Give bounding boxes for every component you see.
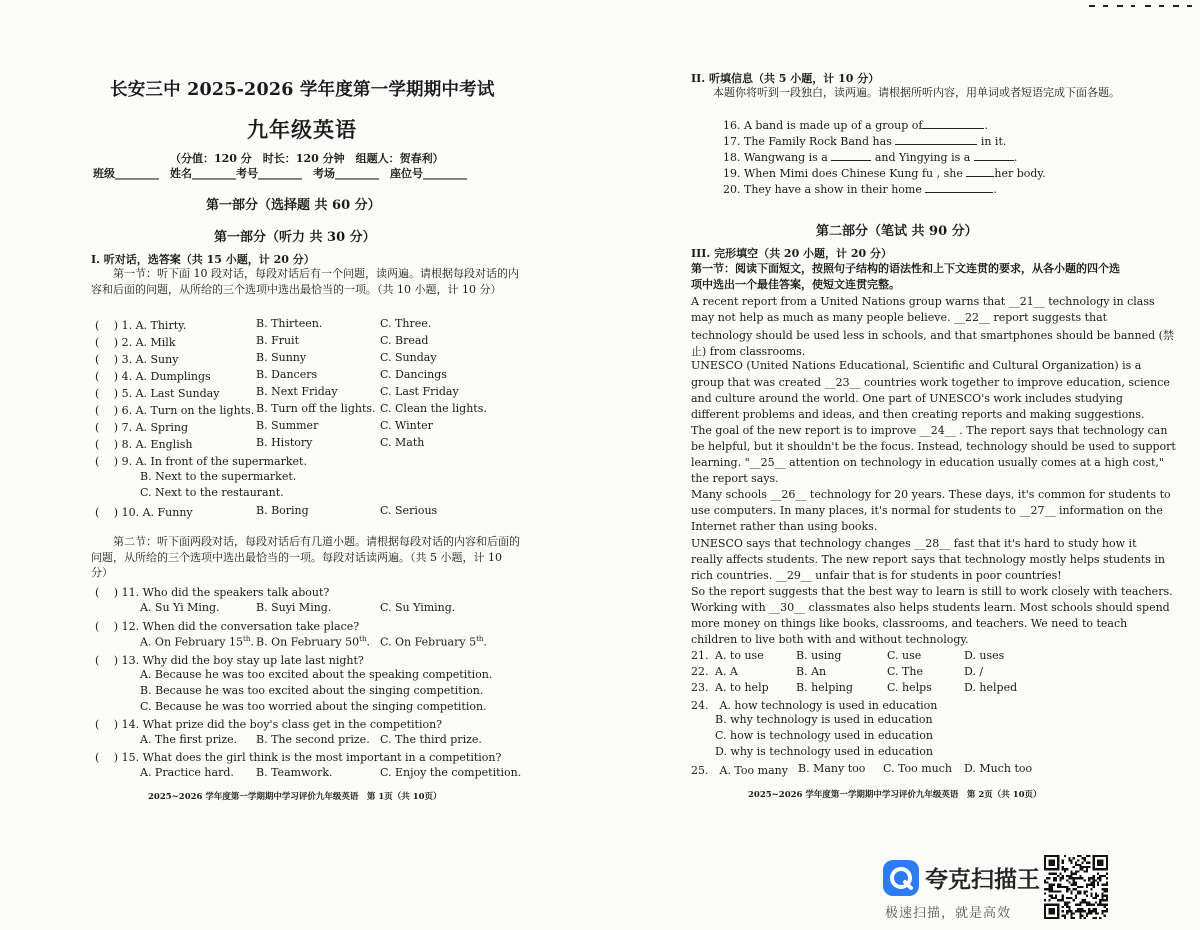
option-b: B. Sunny xyxy=(256,351,307,364)
q10-option-c: C. Serious xyxy=(380,504,438,517)
question-row: ( ) 5. A. Last Sunday xyxy=(95,387,220,400)
passage-line: UNESCO says that technology changes __28__ fast that it's hard to study how it xyxy=(691,536,1137,550)
q12-option-b: B. On February 50th. xyxy=(256,635,370,649)
cloze-option-b: B. helping xyxy=(796,681,853,694)
question-row: ( ) 8. A. English xyxy=(95,438,193,451)
section2-listening-intro: 本题你将听到一段独白，读两遍。请根据所听内容，用单词或者短语完成下面各题。 xyxy=(713,86,1120,99)
cloze-option-b: B. using xyxy=(796,649,842,662)
option-c: C. Sunday xyxy=(380,351,437,364)
scan-noise-dots xyxy=(1089,4,1199,8)
passage-line: Many schools __26__ technology for 20 years. These days, it's common for students to xyxy=(691,488,1171,502)
listening-heading: 第一部分（听力 共 30 分） xyxy=(214,230,376,245)
passage-line: A recent report from a United Nations group warns that __21__ technology in class xyxy=(691,295,1155,308)
q9-option-b: B. Next to the supermarket. xyxy=(140,470,297,483)
option-c: C. Winter xyxy=(380,419,433,432)
q25-option-a: 25. A. Too many xyxy=(691,764,788,777)
passage-line: So the report suggests that the best way to learn is still to work closely with teachers. xyxy=(691,584,1173,598)
passage-line: be helpful, but it shouldn't be the focus. Instead, technology should be used to support xyxy=(691,439,1176,453)
q15-option-b: B. Teamwork. xyxy=(256,766,333,779)
passage-line: rich countries. __29__ unfair that is for students in poor countries! xyxy=(691,568,1062,582)
option-c: C. Clean the lights. xyxy=(380,402,487,415)
passage-line: learning. "__25__ attention on technology in education usually comes at a high cost," xyxy=(691,456,1164,469)
question-row: ( ) 4. A. Dumplings xyxy=(95,370,211,383)
option-b: B. Turn off the lights. xyxy=(256,402,376,415)
watermark-slogan: 极速扫描，就是高效 xyxy=(885,906,1012,921)
cloze-option-n: 23. xyxy=(691,681,709,694)
q14-option-c: C. The third prize. xyxy=(380,733,482,746)
q9-number: ( ) 9. A. In front of the supermarket. xyxy=(95,455,307,468)
q12-option-a: A. On February 15th. xyxy=(140,635,254,649)
option-b: B. Next Friday xyxy=(256,385,338,398)
q24-option-b: B. why technology is used in education xyxy=(715,713,933,726)
cloze-option-d: D. / xyxy=(964,665,984,678)
section1-title: I. 听对话，选答案（共 15 小题，计 20 分） xyxy=(91,253,315,266)
q24-option-a: 24. A. how technology is used in education xyxy=(691,699,938,712)
exam-subtitle: 九年级英语 xyxy=(247,117,357,142)
q13-option-a: A. Because he was too excited about the speaking competition. xyxy=(140,668,493,681)
cloze-option-n: 22. xyxy=(691,665,709,678)
cloze-option-a: A. A xyxy=(715,665,738,678)
exam-page-2 xyxy=(600,0,1200,930)
cloze-option-c: C. The xyxy=(887,665,923,678)
option-b: B. Thirteen. xyxy=(256,317,323,330)
watermark-brand: 夸克扫描王 xyxy=(925,867,1040,893)
q9-option-c: C. Next to the restaurant. xyxy=(140,486,284,499)
fill-18: 18. Wangwang is a and Yingying is a . xyxy=(723,151,1018,164)
q25-option-d: D. Much too xyxy=(964,762,1033,775)
q14-option-b: B. The second prize. xyxy=(256,733,370,746)
option-b: B. Summer xyxy=(256,419,319,432)
q14: ( ) 14. What prize did the boy's class get in the competition? xyxy=(95,718,443,731)
cloze-option-c: C. helps xyxy=(887,681,932,694)
option-b: B. Fruit xyxy=(256,334,299,347)
option-b: B. History xyxy=(256,436,313,449)
page-footer: 2025~2026 学年度第一学期期中学习评价九年级英语 第 2页（共 10页） xyxy=(748,790,1042,800)
q11-option-b: B. Suyi Ming. xyxy=(256,601,332,614)
page-footer: 2025~2026 学年度第一学期期中学习评价九年级英语 第 1页（共 10页） xyxy=(148,792,442,802)
option-c: C. Last Friday xyxy=(380,385,459,398)
option-c: C. Three. xyxy=(380,317,432,330)
part2-heading: 第二部分（笔试 共 90 分） xyxy=(816,224,978,239)
fill-20: 20. They have a show in their home . xyxy=(723,183,997,196)
option-c: C. Dancings xyxy=(380,368,447,381)
passage-line: technology should be used less in schools, and that smartphones should be banned (禁 xyxy=(691,329,1174,343)
passage-line: The goal of the new report is to improve __24__ . The report says that technology can xyxy=(691,423,1168,437)
q10-option-b: B. Boring xyxy=(256,504,309,517)
q15-option-a: A. Practice hard. xyxy=(140,766,234,779)
q13-option-b: B. Because he was too excited about the singing competition. xyxy=(140,684,484,697)
cloze-option-d: D. helped xyxy=(964,681,1018,694)
cloze-option-a: A. to use xyxy=(715,649,764,662)
option-b: B. Dancers xyxy=(256,368,318,381)
option-c: C. Math xyxy=(380,436,425,449)
passage-line: different problems and ideas, and then creating reports and making suggestions. xyxy=(691,407,1145,421)
question-row: ( ) 3. A. Suny xyxy=(95,353,179,366)
fill-16: 16. A band is made up of a group of . xyxy=(723,119,988,132)
question-row: ( ) 2. A. Milk xyxy=(95,336,176,349)
q11-option-c: C. Su Yiming. xyxy=(380,601,456,614)
question-row: ( ) 6. A. Turn on the lights. xyxy=(95,404,255,417)
cloze-option-d: D. uses xyxy=(964,649,1005,662)
exam-title: 长安三中 2025-2026 学年度第一学期期中考试 xyxy=(110,80,495,100)
passage-line: use computers. In many places, it's normal for students to __27__ information on the xyxy=(691,504,1163,518)
question-row: ( ) 1. A. Thirty. xyxy=(95,319,187,332)
q14-option-a: A. The first prize. xyxy=(140,733,238,746)
passage-line: may not help as much as many people believe. __22__ report suggests that xyxy=(691,311,1108,325)
passage-line: Internet rather than using books. xyxy=(691,520,878,534)
passage-line: 止) from classrooms. xyxy=(691,345,806,359)
passage-line: the report says. xyxy=(691,472,779,486)
passage-line: UNESCO (United Nations Educational, Scientific and Cultural Organization) is a xyxy=(691,359,1142,373)
qr-code-icon xyxy=(1044,855,1108,919)
q11: ( ) 11. Who did the speakers talk about? xyxy=(95,586,330,599)
q25-option-b: B. Many too xyxy=(798,762,866,775)
student-info-fields: 班级________ 姓名________考号________ 考场________ 座位号________ xyxy=(93,167,467,180)
q11-option-a: A. Su Yi Ming. xyxy=(140,601,220,614)
q13-option-c: C. Because he was too worried about the singing competition. xyxy=(140,700,487,713)
fill-19: 19. When Mimi does Chinese Kung fu , she her body. xyxy=(723,167,1046,180)
q12: ( ) 12. When did the conversation take place? xyxy=(95,620,360,633)
option-c: C. Bread xyxy=(380,334,429,347)
passage-line: children to live both with and without technology. xyxy=(691,633,969,647)
passage-line: group that was created __23__ countries work together to improve education, science xyxy=(691,375,1170,389)
q15: ( ) 15. What does the girl think is the most important in a competition? xyxy=(95,751,502,764)
exam-meta: （分值：120 分 时长：120 分钟 组题人：贺春利） xyxy=(170,152,444,165)
q13: ( ) 13. Why did the boy stay up late last night? xyxy=(95,654,364,667)
cloze-option-b: B. An xyxy=(796,665,827,678)
cloze-option-c: C. use xyxy=(887,649,922,662)
passage-line: Working with __30__ classmates also helps students learn. Most schools should spend xyxy=(691,600,1170,614)
q10: ( ) 10. A. Funny xyxy=(95,506,193,519)
cloze-option-a: A. to help xyxy=(715,681,769,694)
section3-intro: 第一节：阅读下面短文，按照句子结构的语法性和上下文连贯的要求，从各小题的四个选项中选出一个最佳答案，使短文连贯完整。 xyxy=(691,262,1120,291)
section2-listening-title: II. 听填信息（共 5 小题，计 10 分） xyxy=(691,72,880,85)
q24-option-d: D. why is technology used in education xyxy=(715,745,933,758)
passage-line: really affects students. The new report says that technology mostly helps students in xyxy=(691,552,1165,566)
q25-option-c: C. Too much xyxy=(883,762,953,775)
passage-line: and culture around the world. One part of UNESCO's work includes studying xyxy=(691,391,1123,405)
section1-intro: 第一节：听下面 10 段对话，每段对话后有一个问题，读两遍。请根据每段对话的内容和后面的问题，从所给的三个选项中选出最恰当的一项。（共 10 小题，计 10 分） xyxy=(91,267,519,296)
cloze-option-n: 21. xyxy=(691,649,709,662)
section3-title: III. 完形填空（共 20 小题，计 20 分） xyxy=(691,247,893,260)
quark-scanner-watermark xyxy=(883,858,1043,924)
part1-heading: 第一部分（选择题 共 60 分） xyxy=(206,198,381,213)
q12-option-c: C. On February 5th. xyxy=(380,635,487,649)
question-row: ( ) 7. A. Spring xyxy=(95,421,188,434)
fill-17: 17. The Family Rock Band has in it. xyxy=(723,135,1007,148)
q15-option-c: C. Enjoy the competition. xyxy=(380,766,522,779)
passage-line: more money on things like books, classrooms, and teachers. We need to teach xyxy=(691,617,1128,630)
q24-option-c: C. how is technology used in education xyxy=(715,729,933,742)
quark-logo-icon xyxy=(883,860,919,896)
section2-intro: 第二节：听下面两段对话，每段对话后有几道小题。请根据每段对话的内容和后面的问题，从所给的三个选项中选出最恰当的一项。每段对话读两遍。（共 5 小题，计 10 分） xyxy=(91,535,520,579)
